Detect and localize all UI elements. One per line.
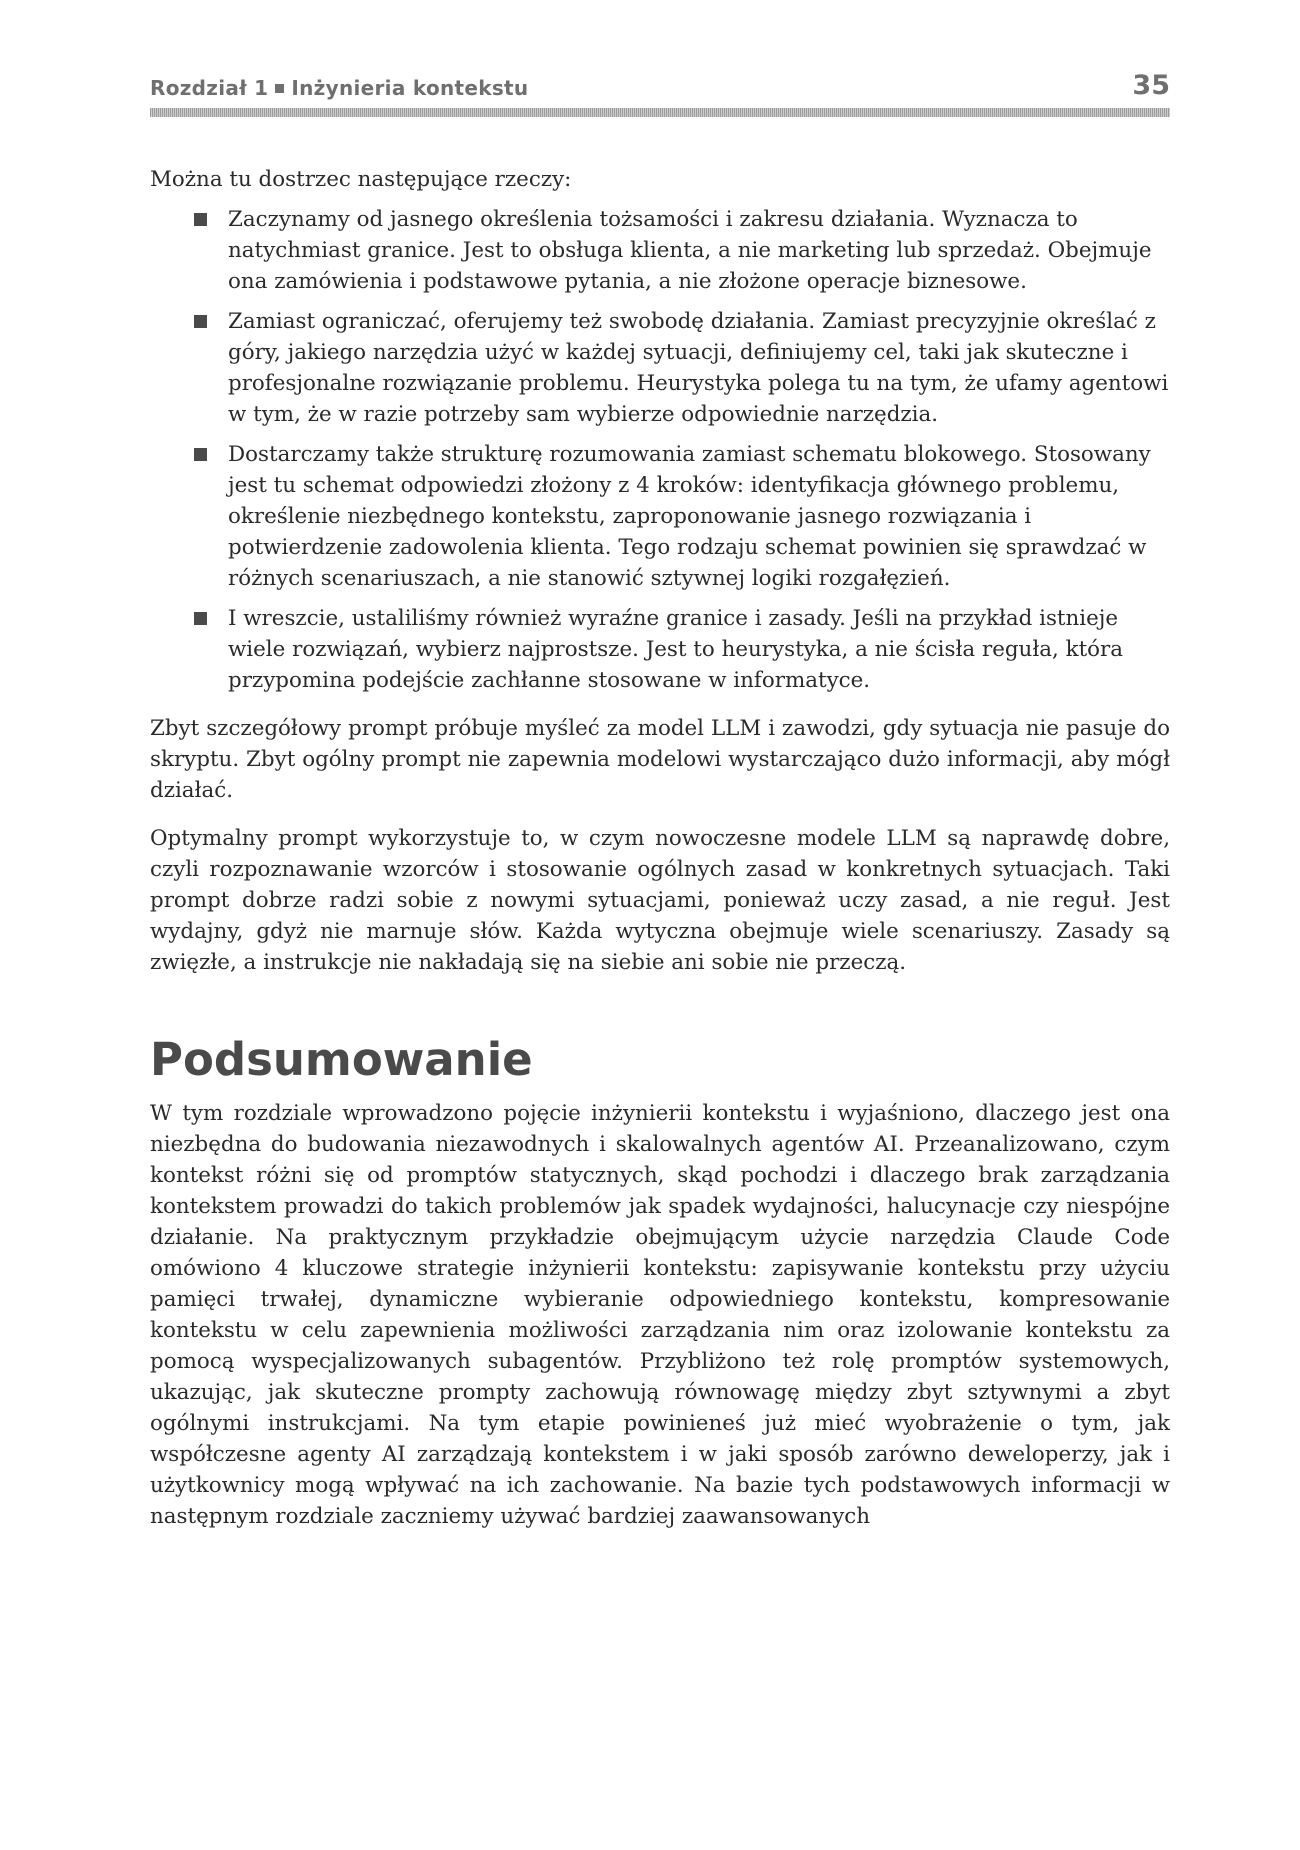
summary-paragraph: W tym rozdziale wprowadzono pojęcie inżynierii kontekstu i wyjaśniono, dlaczego jest ona niezbędna do budowania niezawodnych i skalowalnych agentów AI. Przeanalizowano, czym kontekst różni się od promptów statycznych, skąd pochodzi i dlaczego brak zarządzania kontekstem prowadzi do takich problemów jak spadek wydajności, halucynacje czy niespójne działanie. Na praktycznym przykładzie obejmującym użycie narzędzia Claude Code omówiono 4 kluczowe strategie inżynierii kontekstu: zapisywanie kontekstu przy użyciu pamięci trwałej, dynamiczne wybieranie odpowiedniego kontekstu, kompresowanie kontekstu w celu zapewnienia możliwości zarządzania nim oraz izolowanie kontekstu za pomocą wyspecjalizowanych subagentów. Przybliżono też rolę promptów systemowych, ukazując, jak skuteczne prompty zachowują równowagę między zbyt sztywnymi a zbyt ogólnymi instrukcjami. Na tym etapie powinieneś już mieć wyobrażenie o tym, jak współczesne agenty AI zarządzają kontekstem i w jaki sposób zarówno deweloperzy, jak i użytkownicy mogą wpływać na ich zachowanie. Na bazie tych podstawowych informacji w następnym rozdziale zaczniemy używać bardziej zaawansowanych — [150, 1101, 1170, 1529]
running-header-chapter — [150, 76, 528, 100]
list-item-text: I wreszcie, ustaliliśmy również wyraźne granice i zasady. Jeśli na przykład istnieje wiele rozwiązań, wybierz najprostsze. Jest to heurystyka, a nie ścisła reguła, która przypomina podejście zachłanne stosowane w informatyce. — [228, 606, 1124, 693]
intro-paragraph: Można tu dostrzec następujące rzeczy: — [150, 167, 572, 192]
list-item — [150, 306, 1170, 430]
list-item-text: Zaczynamy od jasnego określenia tożsamości i zakresu działania. Wyznacza to natychmiast granice. Jest to obsługa klienta, a nie marketing lub sprzedaż. Obejmuje ona zamówienia i podstawowe pytania, a nie złożone operacje biznesowe. — [228, 207, 1152, 294]
running-header — [150, 72, 1170, 106]
bullet-list — [150, 204, 1170, 696]
bullet-square-icon — [194, 213, 207, 226]
list-item-text: Zamiast ograniczać, oferujemy też swobodę działania. Zamiast precyzyjnie określać z góry, jakiego narzędzia użyć w każdej sytuacji, definiujemy cel, taki jak skuteczne i profesjonalne rozwiązanie problemu. Heurystyka polega tu na tym, że ufamy agentowi w tym, że w razie potrzeby sam wybierze odpowiednie narzędzia. — [228, 309, 1169, 427]
chapter-title: Inżynieria kontekstu — [291, 76, 529, 100]
list-item — [150, 439, 1170, 594]
list-item — [150, 603, 1170, 696]
list-item — [150, 204, 1170, 297]
bullet-square-icon — [194, 612, 207, 625]
page-number: 35 — [1132, 70, 1170, 101]
section-heading: Podsumowanie — [150, 1033, 533, 1086]
page-body — [150, 164, 1170, 1532]
body-paragraph: Optymalny prompt wykorzystuje to, w czym nowoczesne modele LLM są naprawdę dobre, czyli rozpoznawanie wzorców i stosowanie ogólnych zasad w konkretnych sytuacjach. Taki prompt dobrze radzi sobie z nowymi sytuacjami, ponieważ uczy zasad, a nie reguł. Jest wydajny, gdyż nie marnuje słów. Każda wytyczna obejmuje wiele scenariuszy. Zasady są zwięzłe, a instrukcje nie nakładają się na siebie ani sobie nie przeczą. — [150, 826, 1170, 975]
chapter-label: Rozdział 1 — [150, 76, 269, 100]
bullet-square-icon — [194, 315, 207, 328]
header-rule — [150, 108, 1170, 117]
separator-square-icon — [275, 84, 284, 93]
list-item-text: Dostarczamy także strukturę rozumowania zamiast schematu blokowego. Stosowany jest tu schemat odpowiedzi złożony z 4 kroków: identyfikacja głównego problemu, określenie niezbędnego kontekstu, zaproponowanie jasnego rozwiązania i potwierdzenie zadowolenia klienta. Tego rodzaju schemat powinien się sprawdzać w różnych scenariuszach, a nie stanowić sztywnej logiki rozgałęzień. — [228, 442, 1151, 591]
body-paragraph: Zbyt szczegółowy prompt próbuje myśleć za model LLM i zawodzi, gdy sytuacja nie pasuje do skryptu. Zbyt ogólny prompt nie zapewnia modelowi wystarczająco dużo informacji, aby mógł działać. — [150, 716, 1170, 803]
bullet-square-icon — [194, 448, 207, 461]
